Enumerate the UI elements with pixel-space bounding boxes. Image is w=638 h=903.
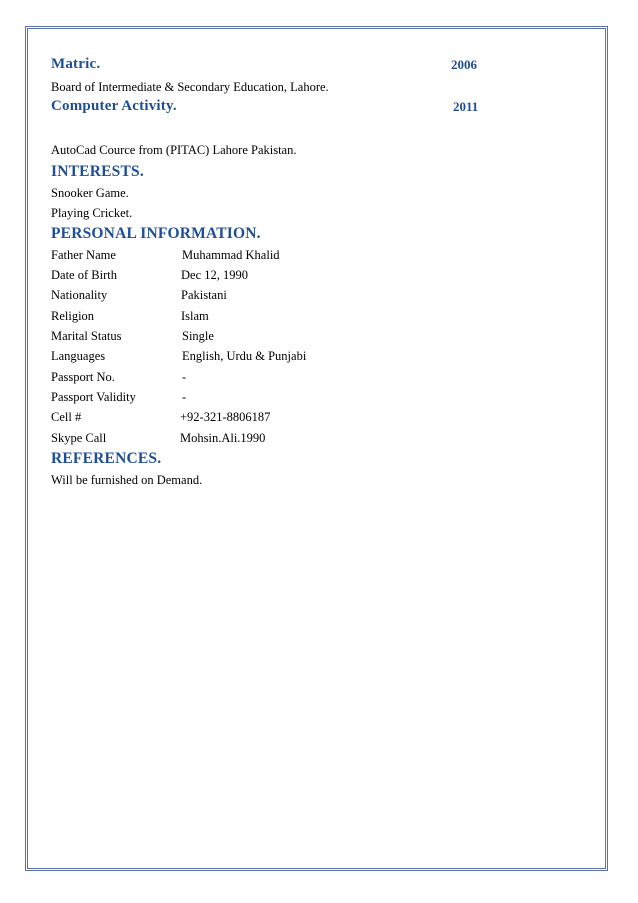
education-year-computer: 2011 — [453, 99, 479, 114]
personal-label: Father Name — [51, 248, 116, 262]
references-text: Will be furnished on Demand. — [51, 473, 203, 487]
personal-value: Single — [182, 329, 214, 343]
personal-info-heading: PERSONAL INFORMATION. — [51, 225, 261, 242]
interest-item: Playing Cricket. — [51, 206, 133, 220]
personal-row-passport-validity — [51, 390, 187, 405]
personal-label: Passport Validity — [51, 390, 136, 404]
personal-label: Date of Birth — [51, 268, 117, 282]
personal-label: Religion — [51, 309, 95, 323]
personal-label: Skype Call — [51, 431, 107, 445]
personal-label: Marital Status — [51, 329, 122, 343]
personal-label: Languages — [51, 349, 106, 363]
education-detail-matric: Board of Intermediate & Secondary Education, Lahore. — [51, 80, 329, 94]
personal-value: Islam — [181, 309, 209, 323]
personal-value: - — [182, 390, 187, 404]
personal-row-religion — [51, 309, 209, 324]
personal-value: Pakistani — [181, 288, 227, 302]
personal-label: Nationality — [51, 288, 108, 302]
personal-value: +92-321-8806187 — [180, 410, 271, 424]
personal-row-father-name — [51, 248, 280, 263]
personal-value: Dec 12, 1990 — [181, 268, 248, 282]
education-detail-computer: AutoCad Cource from (PITAC) Lahore Pakistan. — [51, 143, 297, 157]
personal-row-cell — [51, 410, 271, 425]
personal-value: Muhammad Khalid — [182, 248, 280, 262]
interests-heading: INTERESTS. — [51, 163, 144, 180]
personal-row-nationality — [51, 288, 227, 303]
personal-label: Cell # — [51, 410, 82, 424]
personal-row-skype — [51, 431, 266, 446]
personal-value: - — [182, 370, 187, 384]
personal-value: Mohsin.Ali.1990 — [180, 431, 266, 445]
education-year-matric: 2006 — [451, 57, 477, 72]
personal-label: Passport No. — [51, 370, 115, 384]
personal-row-marital-status — [51, 329, 214, 344]
education-title-computer: Computer Activity. — [51, 98, 177, 114]
personal-row-passport-no — [51, 370, 187, 385]
personal-row-date-of-birth — [51, 268, 248, 283]
interest-item: Snooker Game. — [51, 186, 129, 200]
references-heading: REFERENCES. — [51, 450, 162, 467]
personal-row-languages — [51, 349, 307, 364]
education-title-matric: Matric. — [51, 56, 101, 72]
personal-value: English, Urdu & Punjabi — [182, 349, 307, 363]
